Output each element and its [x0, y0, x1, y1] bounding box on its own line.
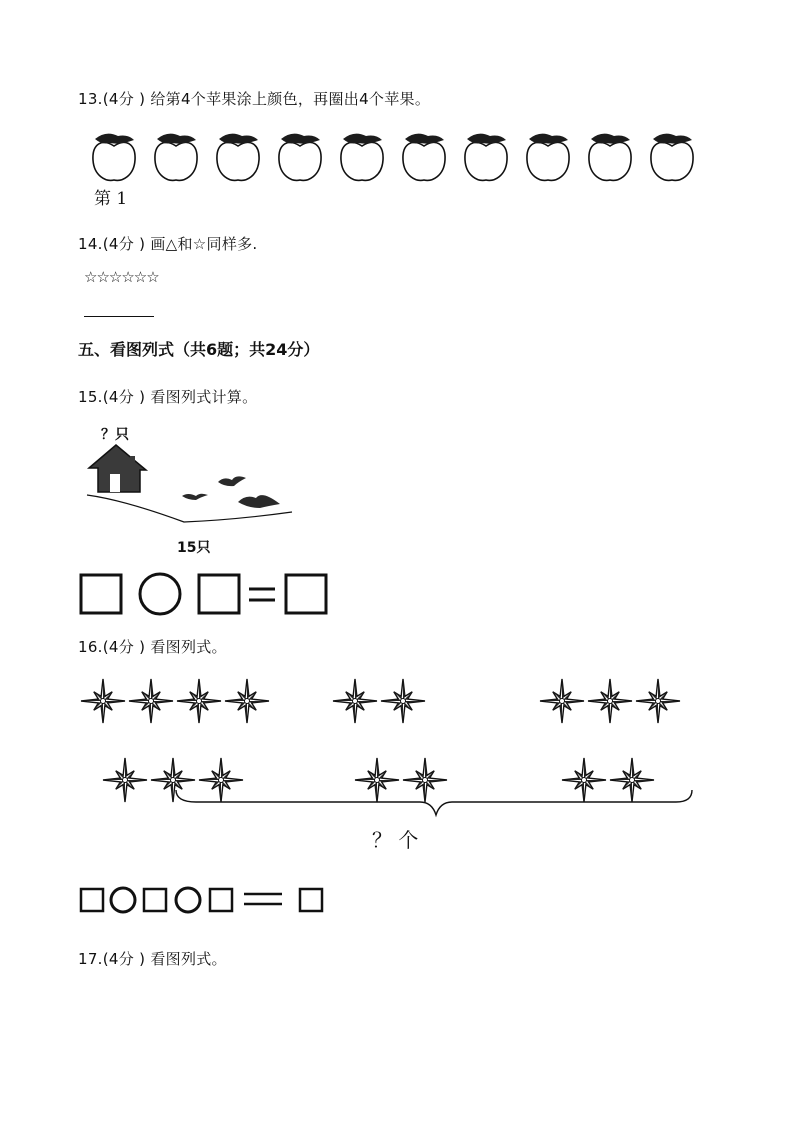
q15-total-label: 15只 — [177, 540, 211, 556]
operator-circle — [140, 574, 180, 614]
q13-first-label: 第 1 — [94, 189, 128, 209]
q15-question-label: ？只 — [101, 427, 129, 443]
star-icon — [225, 679, 269, 723]
apple-icon — [465, 134, 507, 181]
answer-box — [144, 889, 166, 911]
answer-box — [81, 575, 121, 613]
section-5-title: 五、看图列式（共6题；共24分） — [78, 340, 320, 359]
star-icon — [151, 758, 195, 802]
answer-box — [210, 889, 232, 911]
star-icon — [588, 679, 632, 723]
star-icon — [636, 679, 680, 723]
apple-icon — [155, 134, 197, 181]
answer-box — [199, 575, 239, 613]
q17-prompt: 17.(4分 ) 看图列式。 — [78, 950, 227, 968]
apple-icon — [589, 134, 631, 181]
answer-box — [300, 889, 322, 911]
apple-icon — [651, 134, 693, 181]
star-icon — [333, 679, 377, 723]
q15-picture — [84, 440, 304, 530]
answer-box — [81, 889, 103, 911]
apple-icon — [279, 134, 321, 181]
q16-prompt: 16.(4分 ) 看图列式。 — [78, 638, 227, 656]
q13-apple-row — [80, 130, 700, 190]
operator-circle — [111, 888, 135, 912]
q13-prompt: 13.(4分 ) 给第4个苹果涂上颜色，再圈出4个苹果。 — [78, 90, 431, 108]
star-icon — [610, 758, 654, 802]
q16-equation — [78, 880, 338, 920]
operator-circle — [176, 888, 200, 912]
star-icon — [129, 679, 173, 723]
star-icon — [540, 679, 584, 723]
apple-icon — [217, 134, 259, 181]
star-icon — [562, 758, 606, 802]
q16-brace-label: ？ 个 — [372, 828, 419, 852]
house-icon — [89, 445, 146, 492]
star-icon — [81, 679, 125, 723]
star-icon — [199, 758, 243, 802]
star-icon — [355, 758, 399, 802]
q16-picture — [0, 670, 794, 820]
apple-icon — [341, 134, 383, 181]
star-icon — [177, 679, 221, 723]
q15-prompt: 15.(4分 ) 看图列式计算。 — [78, 388, 258, 406]
q15-equation — [78, 572, 338, 618]
apple-icon — [403, 134, 445, 181]
apple-icon — [527, 134, 569, 181]
brace — [176, 790, 692, 815]
apple-icon — [93, 134, 135, 181]
star-icon — [403, 758, 447, 802]
star-icon — [381, 679, 425, 723]
star-icon — [103, 758, 147, 802]
q14-stars: ☆☆☆☆☆☆ — [84, 268, 159, 286]
answer-box — [286, 575, 326, 613]
q14-prompt: 14.(4分 ) 画△和☆同样多. — [78, 235, 258, 253]
q14-answer-blank[interactable] — [84, 316, 154, 317]
bird-icon — [182, 476, 280, 508]
